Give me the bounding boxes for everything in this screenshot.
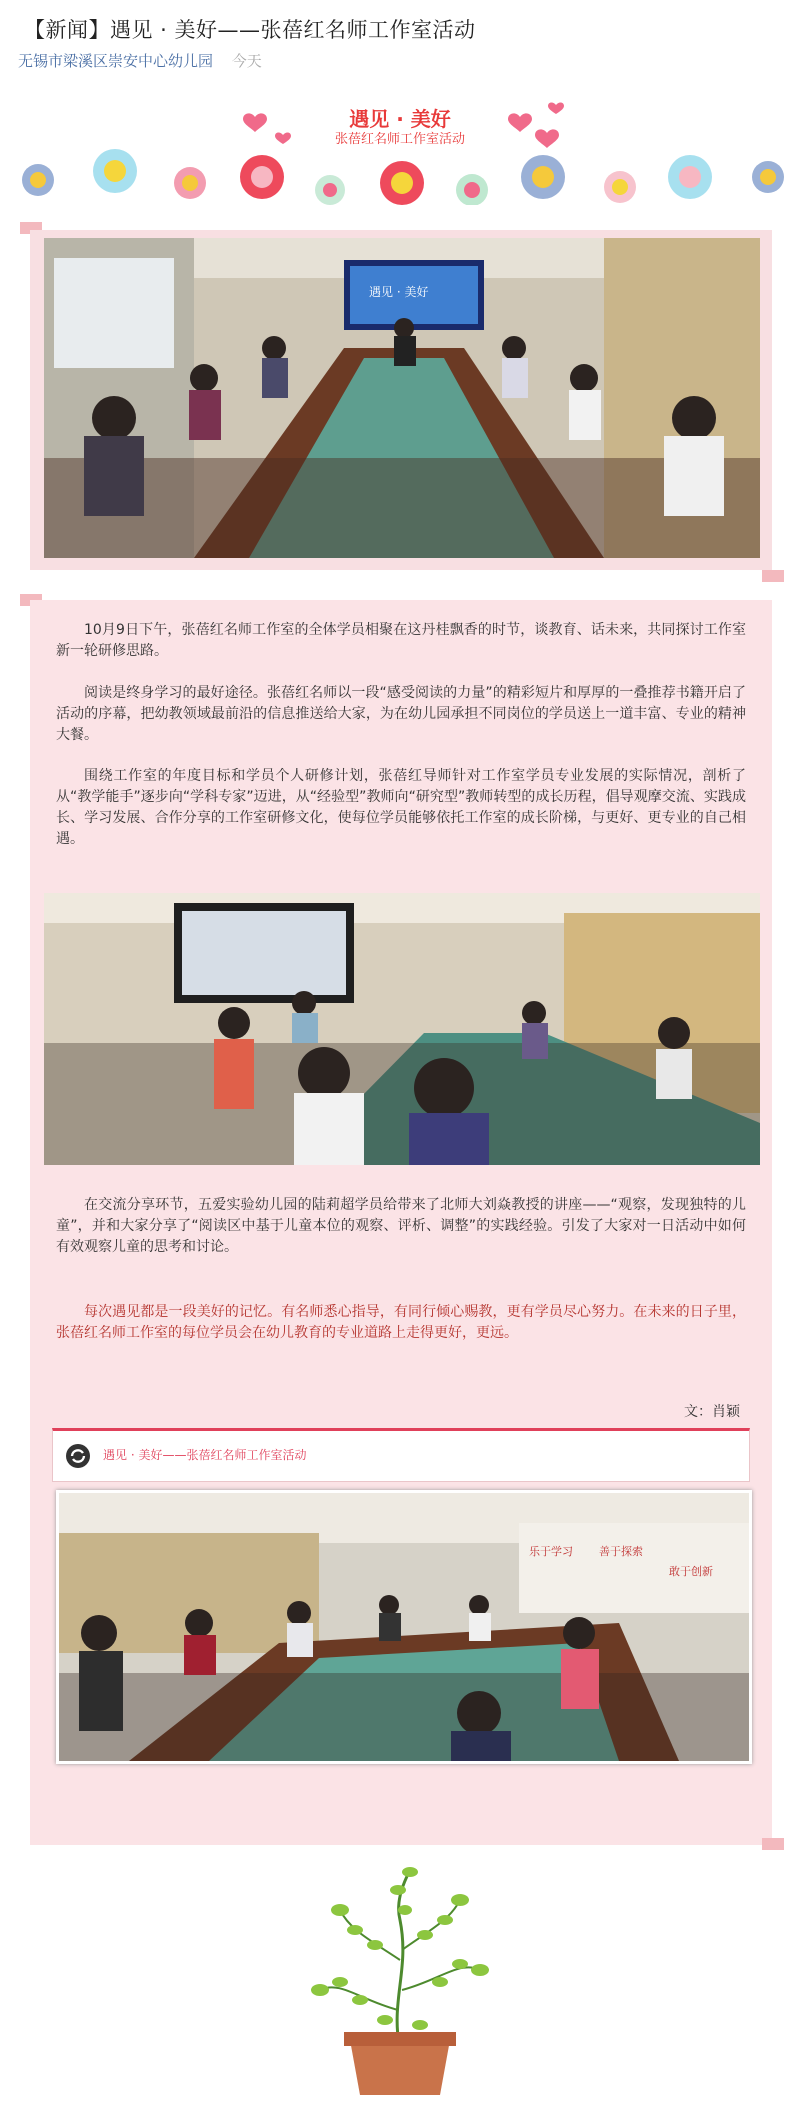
frame-corner [762,1838,784,1850]
article-paragraph: 阅读是终身学习的最好途径。张蓓红名师以一段“感受阅读的力量”的精彩短片和厚厚的一叠推荐书籍开启了活动的序幕，把幼教领域最前沿的信息推送给大家，为在幼儿园承担不同岗位的学员送上一道丰富、专业的精神大餐。 [56,685,746,743]
article-meta [18,50,262,71]
related-article-card[interactable] [52,1428,750,1482]
meeting-photo-2 [44,893,760,1165]
banner-title: 遇见 · 美好 [349,107,451,131]
account-name-link[interactable]: 无锡市梁溪区崇安中心幼儿园 [18,52,214,70]
refresh-icon [65,1443,91,1469]
banner-subtitle: 张蓓红名师工作室活动 [334,132,465,147]
article-paragraph-highlight: 每次遇见都是一段美好的记忆。有名师悉心指导，有同行倾心赐教，更有学员尽心努力。在未来的日子里，张蓓红名师工作室的每位学员会在幼儿教育的专业道路上走得更好，更远。 [56,1304,746,1341]
meeting-photo-1 [44,238,760,558]
dot-decoration [22,149,784,205]
article-paragraph: 在交流分享环节，五爱实验幼儿园的陆莉超学员给带来了北师大刘焱教授的讲座——“观察，发现独特的儿童”，并和大家分享了“阅读区中基于儿童本位的观察、评析、调整”的实践经验。引发了大家对一日活动中如何有效观察儿童的思考和讨论。 [56,1197,746,1255]
frame-corner [762,570,784,582]
related-article-title: 遇见 · 美好——张蓓红名师工作室活动 [103,1448,307,1462]
article-title: 【新闻】遇见 · 美好——张蓓红名师工作室活动 [24,18,476,42]
screen-text: 遇见 · 美好 [369,285,429,299]
article-paragraph: 围绕工作室的年度目标和学员个人研修计划，张蓓红导师针对工作室学员专业发展的实际情况，剖析了从“教学能手”逐步向“学科专家”迈进，从“经验型”教师向“研究型”教师转型的成长历程，倡导观摩交流、实践成长、学习发展、合作分享的工作室研修文化，使每位学员能够依托工作室的成长阶梯，与更好、更专业的自己相遇。 [56,768,746,847]
meeting-photo-3 [56,1490,752,1764]
wall-slogan: 善于探索 [599,1545,643,1558]
article-paragraph: 10月9日下午，张蓓红名师工作室的全体学员相聚在这丹桂飘香的时节，谈教育、话未来，共同探讨工作室新一轮研修思路。 [56,622,746,659]
article-author: 文：肖颖 [684,1404,740,1420]
publish-time: 今天 [231,52,262,70]
potted-plant-illustration [280,1860,520,2100]
wall-slogan: 乐于学习 [529,1545,573,1558]
wall-slogan: 敢于创新 [669,1565,713,1578]
